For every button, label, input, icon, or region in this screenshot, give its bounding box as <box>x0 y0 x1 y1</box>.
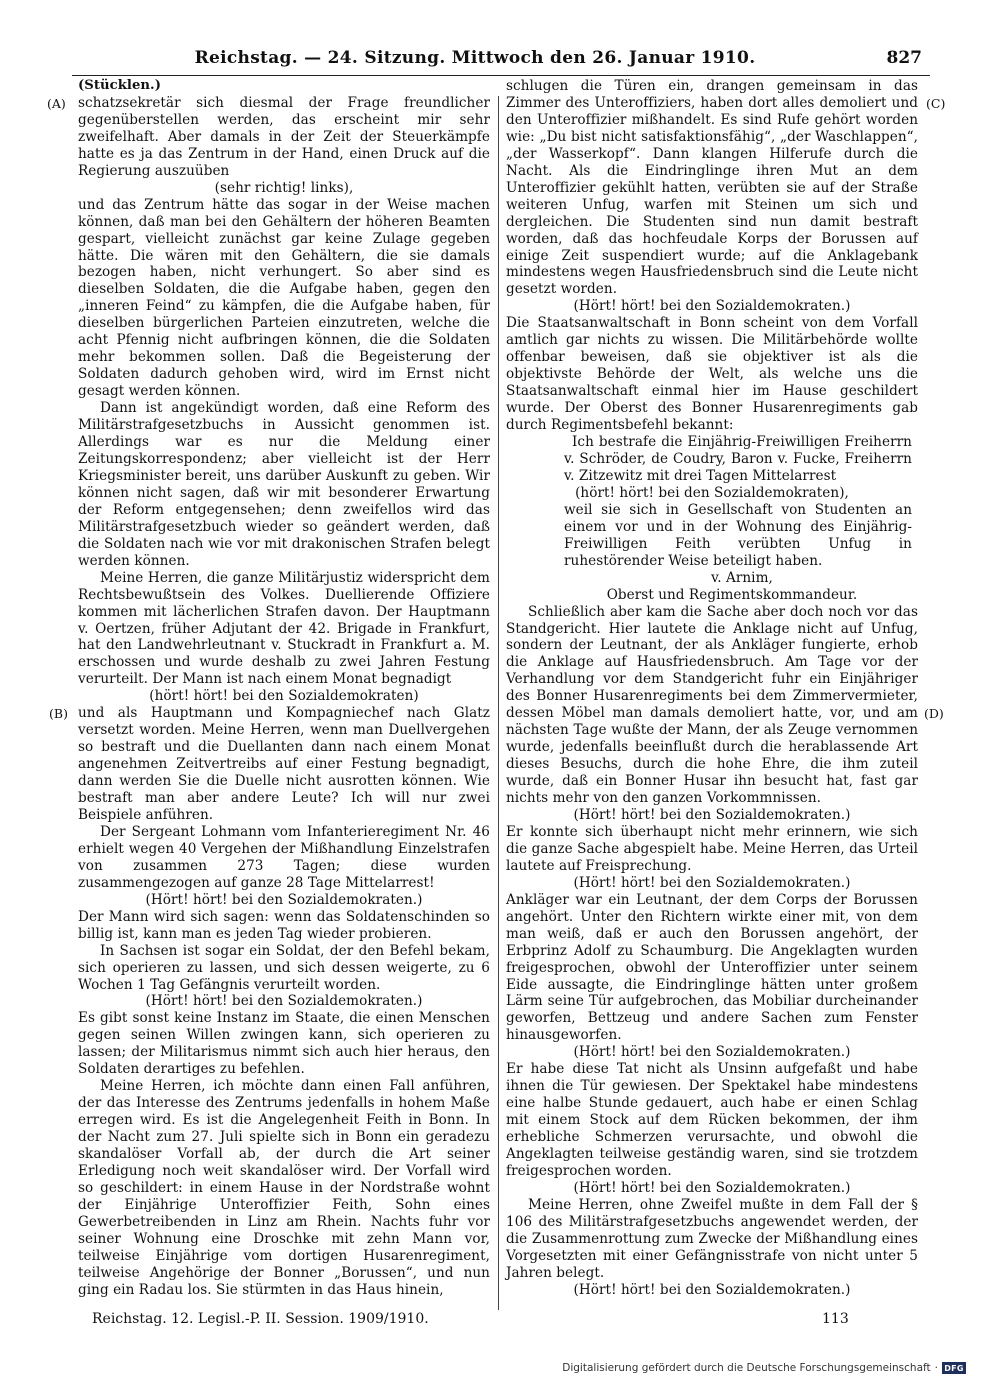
margin-mark-c: (C) <box>926 96 946 111</box>
paragraph: Meine Herren, ich möchte dann einen Fall anführen, der das Interesse des Zentrums jedenfalls in hohem Maße erregen wird. Es ist die Angelegenheit Feith in Bonn. In der Nacht zum 27. Juli spielte sich in Bonn ein geradezu skandalöser Vorfall ab, der durch die Art seiner Erledigung noch weit skandalöser wird. Der Vorfall wird so geschildert: in einem Hause in der Nordstraße wohnt der Einjährige Unteroffizier Feith, Sohn eines Gewerbetreibenden in Linz am Rhein. Nachts fuhr vor seiner Wohnung eine Droschke mit zehn Mann vor, teilweise Einjährige vom dortigen Husarenregiment, teilweise Angehörige der Bonner „Borussen“, und nun ging ein Radau los. Sie stürmten in das Haus hinein, <box>78 1078 490 1298</box>
paragraph: und das Zentrum hätte das sogar in der Weise machen können, daß man bei den Gehältern der höheren Beamten gespart, vielleicht zunächst gar keine Zulage gegeben hätte. Die wären mit den Gehältern, die sie damals bezogen haben, nicht verhungert. So aber sind es dieselben Soldaten, die die Aufgabe haben, gegen den „inneren Feind“ zu kämpfen, die die Aufgabe haben, für dieselben bürgerlichen Parteien einzutreten, welche die acht Pfennig nicht aufbringen können, die die Soldaten mehr bekommen sollen. Daß die Begeisterung der Soldaten dadurch gehoben wird, wird im Ernst nicht gesagt werden können. <box>78 196 490 400</box>
paragraph: In Sachsen ist sogar ein Soldat, der den Befehl bekam, sich operieren zu lassen, und sich dessen weigerte, zu 6 Wochen 1 Tag Gefängnis verurteilt worden. <box>78 942 490 993</box>
paragraph: Der Mann wird sich sagen: wenn das Soldatenschinden so billig ist, kann man es jeden Tag wieder probieren. <box>78 908 490 942</box>
credit-text: Digitalisierung gefördert durch die Deutsche Forschungsgemeinschaft <box>562 1362 931 1374</box>
paragraph: Meine Herren, ohne Zweifel mußte in dem Fall der § 106 des Militärstrafgesetzbuchs angewendet werden, der die Zusammenrottung zum Zwecke der Mißhandlung eines Vorgesetzten mit einer Gefängnisstrafe von nicht unter 5 Jahren belegt. <box>506 1196 918 1281</box>
header-rule <box>72 75 930 76</box>
margin-mark-d: (D) <box>924 706 944 721</box>
paragraph: Er konnte sich überhaupt nicht mehr erinnern, wie sich die ganze Sache abgespielt habe. Meine Herren, das Urteil lautete auf Freisprechung. <box>506 823 918 874</box>
paragraph: schatzsekretär sich diesmal der Frage freundlicher gegenüberstellen werden, das erscheint mir sehr zweifelhaft. Aber damals in der Zeit der Steuerkämpfe hatte es ja das Zentrum in der Hand, einen Druck auf die Regierung auszuüben <box>78 94 490 179</box>
interjection: (hört! hört! bei den Sozialdemokraten) <box>149 688 419 705</box>
column-divider <box>498 96 499 1310</box>
paragraph: Schließlich aber kam die Sache aber doch noch vor das Standgericht. Hier lautete die Anklage nicht auf Unfug, sondern der Leutnant, der als Ankläger fungierte, erhob die Anklage auf Hausfriedensbruch. Am Tage vor der Verhandlung vor dem Standgericht fuhr ein Einjähriger des Bonner Husarenregiments bei dem Zimmervermieter, dessen Möbel man damals demoliert hatte, vor, und am nächsten Tage wußte der Mann, der als Zeuge vernommen wurde, jedenfalls beeinflußt durch die herablassende Art dieses Besuchs, durch die hohe Ehre, die ihm zuteil wurde, daß ein Bonner Husar ihn besucht hat, fast gar nichts mehr von den ganzen Vorkommnissen. <box>506 603 918 807</box>
paragraph: Der Sergeant Lohmann vom Infanterieregiment Nr. 46 erhielt wegen 40 Vergehen der Mißhandlung Einzelstrafen von zusammen 273 Tagen; diese wurden zusammengezogen auf ganze 28 Tage Mittelarrest! <box>78 823 490 891</box>
interjection: (Hört! hört! bei den Sozialdemokraten.) <box>573 806 851 823</box>
interjection: (Hört! hört! bei den Sozialdemokraten.) <box>145 993 423 1010</box>
interjection: (hört! hört! bei den Sozialdemokraten), <box>575 484 849 501</box>
paragraph: schlugen die Türen ein, drangen gemeinsam in das Zimmer des Unteroffiziers, haben dort alles demoliert und den Unteroffizier mißhandelt. Es sind Rufe gehört worden wie: „Du bist nicht satisfaktionsfähig“, „der Waschlappen“, „der Wasserkopf“. Dann klangen Hilferufe durch die Nacht. Als die Eindringlinge ihren Mut an dem Unteroffizier gekühlt hatten, verübten sie auf der Straße weiteren Unfug, warfen mit Steinen um sich und dergleichen. Die Studenten sind nun damit bestraft worden, daß das hochfeudale Korps der Borussen auf einige Zeit suspendiert wurde; auf die Anklagebank mindestens wegen Hausfriedensbruch sind die Leute nicht gesetzt worden. <box>506 78 918 298</box>
dfg-logo: DFG <box>942 1362 966 1374</box>
paragraph: Es gibt sonst keine Instanz im Staate, die einen Menschen gegen seinen Willen zwingen kann, sich operieren zu lassen; der Militarismus nimmt sich auch hier heraus, den Soldaten derartiges zu befehlen. <box>78 1010 490 1078</box>
page-header <box>70 48 930 74</box>
margin-mark-b: (B) <box>49 706 68 721</box>
footer-session-info: Reichstag. 12. Legisl.-P. II. Session. 1909/1910. <box>92 1311 429 1327</box>
credit-separator: · <box>934 1362 938 1374</box>
quoted-order: weil sie sich in Gesellschaft von Studenten an einem vor und in der Wohnung des Einjährig-Freiwilligen Feith verübten Unfug in ruhestörender Weise beteiligt haben. <box>564 501 912 569</box>
quoted-order: Ich bestrafe die Einjährig-Freiwilligen Freiherrn v. Schröder, de Coudry, Baron v. Fucke, Freiherrn v. Zitzewitz mit drei Tagen Mittelarrest <box>564 434 912 484</box>
paragraph: und als Hauptmann und Kompagniechef nach Glatz versetzt worden. Meine Herren, wenn man Duellvergehen so bestraft und die Duellanten dann nach einem Monat angenehmen Zeitvertreibs auf einer Festung begnadigt, dann werden Sie die Duelle nicht ausrotten können. Wie bestraft man aber andere Leute? Ich will nur zwei Beispiele anführen. <box>78 705 490 823</box>
speaker-name: (Stücklen.) <box>78 78 161 93</box>
paragraph: Dann ist angekündigt worden, daß eine Reform des Militärstrafgesetzbuchs in Aussicht genommen ist. Allerdings war es nur die Meldung einer Zeitungskorrespondenz; aber vielleicht ist der Herr Kriegsminister bereit, uns darüber Auskunft zu geben. Wir können nicht sagen, daß wir mit besonderer Erwartung der Reform entgegensehen; denn zweifellos wird das Militärstrafgesetzbuch wieder so geändert werden, daß die Soldaten nach wie vor mit drakonischen Strafen belegt werden können. <box>78 400 490 569</box>
digitization-credit <box>562 1362 966 1374</box>
footer-sheet-number: 113 <box>822 1311 849 1327</box>
interjection: (Hört! hört! bei den Sozialdemokraten.) <box>573 1281 851 1298</box>
signature-line: Oberst und Regimentskommandeur. <box>606 586 858 603</box>
page-number: 827 <box>886 48 922 68</box>
interjection: (Hört! hört! bei den Sozialdemokraten.) <box>145 891 423 908</box>
margin-mark-a: (A) <box>47 96 66 111</box>
left-column <box>78 78 490 1299</box>
right-column <box>506 78 918 1299</box>
interjection: (sehr richtig! links), <box>214 179 354 196</box>
interjection: (Hört! hört! bei den Sozialdemokraten.) <box>573 1044 851 1061</box>
interjection: (Hört! hört! bei den Sozialdemokraten.) <box>573 298 851 315</box>
paragraph: Meine Herren, die ganze Militärjustiz widerspricht dem Rechtsbewußtsein des Volkes. Duellierende Offiziere kommen mit lächerlichen Strafen davon. Der Hauptmann v. Oertzen, früher Adjutant der 42. Brigade in Frankfurt, hat den Landwehrleutnant v. Stuckradt in Frankfurt a. M. erschossen und wurde deshalb zu zwei Jahren Festung verurteilt. Der Mann ist nach einem Monat begnadigt <box>78 569 490 688</box>
interjection: (Hört! hört! bei den Sozialdemokraten.) <box>573 874 851 891</box>
paragraph: Ankläger war ein Leutnant, der dem Corps der Borussen angehört. Unter den Richtern wirkte einer mit, von dem man weiß, daß er auch den Borussen angehört, der Erbprinz Adolf zu Schaumburg. Die Angeklagten wurden freigesprochen, obwohl der Unteroffizier unter seinem Eide aussagte, die Eindringlinge hätten unter großem Lärm seine Tür aufgebrochen, das Mobiliar durcheinander geworfen, Bettzeug und andere Sachen zum Fenster hinausgeworfen. <box>506 891 918 1044</box>
interjection: (Hört! hört! bei den Sozialdemokraten.) <box>573 1179 851 1196</box>
paragraph: Die Staatsanwaltschaft in Bonn scheint von dem Vorfall amtlich gar nichts zu wissen. Die Militärbehörde wollte offenbar beweisen, daß sie objektiver ist als die objektivste Behörde der Welt, als welche uns die Staatsanwaltschaft einmal hier im Hause geschildert wurde. Der Oberst des Bonner Husarenregiments gab durch Regimentsbefehl bekannt: <box>506 315 918 434</box>
paragraph: Er habe diese Tat nicht als Unsinn aufgefaßt und habe ihnen die Tür gewiesen. Der Spektakel habe mindestens eine halbe Stunde gedauert, auch habe er einen Schlag mit einem Stock auf dem Rücken bekommen, der ihm erhebliche Schmerzen verursachte, und obwohl die Angeklagten teilweise geständig waren, sind sie trotzdem freigesprochen worden. <box>506 1061 918 1179</box>
signature-line: v. Arnim, <box>711 569 773 586</box>
running-title: Reichstag. — 24. Sitzung. Mittwoch den 26. Januar 1910. <box>194 48 756 68</box>
